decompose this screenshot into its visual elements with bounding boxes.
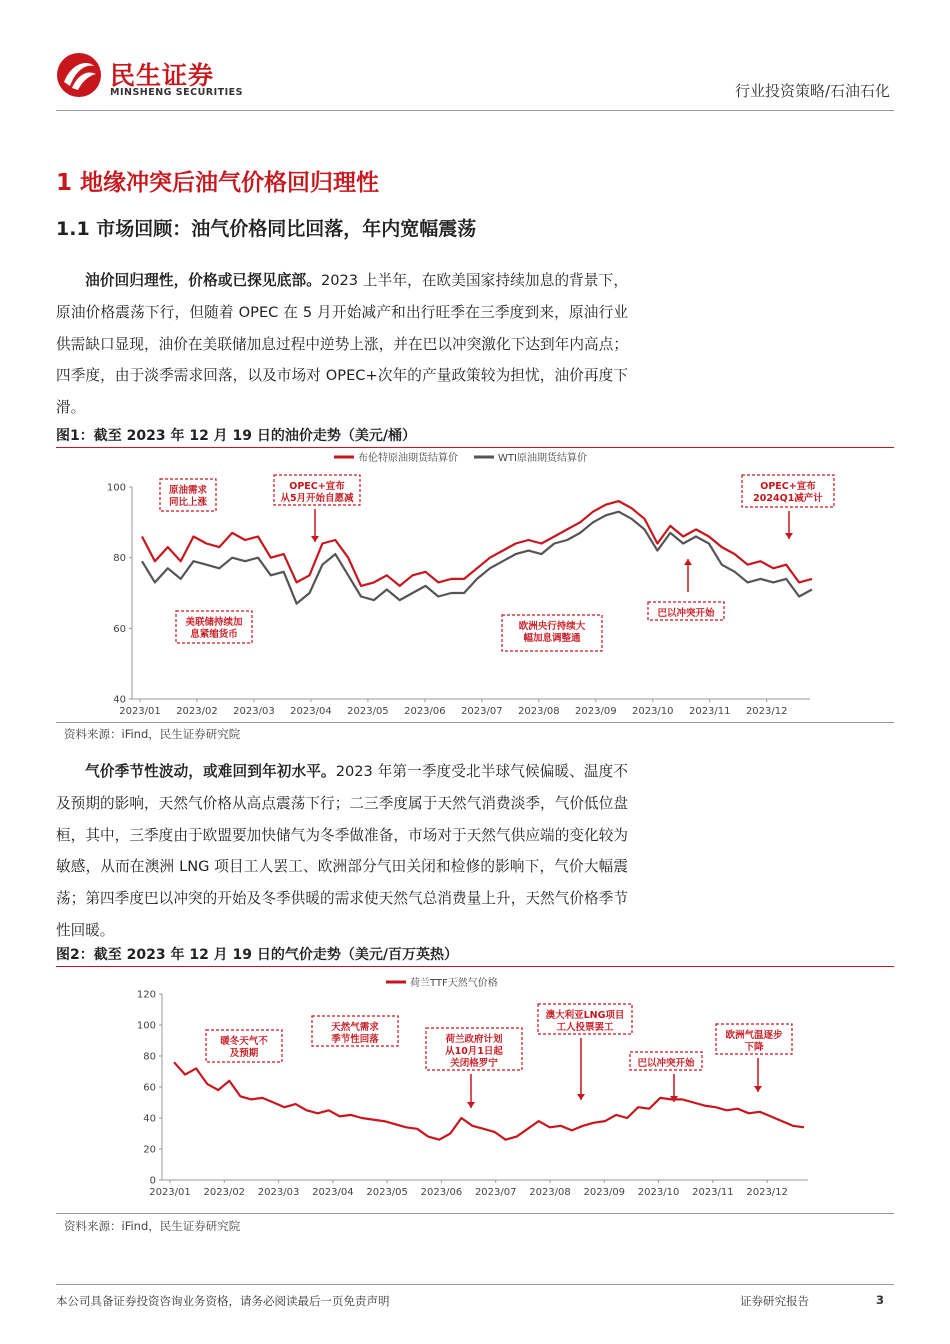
annotation-arrowhead: [311, 536, 319, 542]
annotation-text: OPEC+宣布: [289, 481, 345, 492]
y-tick-label: 100: [136, 1020, 156, 1032]
annotation-text: 天然气需求: [331, 1022, 379, 1033]
y-tick-label: 80: [143, 1051, 156, 1063]
x-tick-label: 2023/11: [688, 706, 731, 717]
x-tick-label: 2023/11: [692, 1187, 734, 1198]
x-tick-label: 2023/07: [474, 1187, 517, 1198]
legend-label: 布伦特原油期货结算价: [358, 453, 458, 464]
y-tick-label: 100: [106, 482, 126, 494]
footer-disclaimer: 本公司具备证券投资咨询业务资格，请务必阅读最后一页免责声明: [56, 1294, 390, 1308]
annotation-text: 季节性回落: [331, 1034, 379, 1045]
footer-divider: [56, 1284, 894, 1285]
header-divider: [56, 110, 894, 111]
logo-text-cn: 民生证券: [110, 61, 215, 90]
x-tick-label: 2023/05: [366, 1187, 408, 1198]
annotation-text: 从10月1日起: [445, 1046, 503, 1057]
x-tick-label: 2023/03: [233, 706, 275, 717]
subsection-heading: 1.1 市场回顾：油气价格同比回落，年内宽幅震荡: [56, 218, 477, 240]
gas-price-chart: [56, 968, 894, 1213]
x-tick-label: 2023/12: [745, 706, 788, 717]
annotation-text: 澳大利亚LNG项目: [545, 1010, 625, 1021]
figure-1-source: 资料来源：iFind，民生证券研究院: [64, 727, 241, 741]
annotation-text: 欧洲气温逐步: [725, 1030, 783, 1041]
annotation-arrowhead: [467, 1102, 475, 1108]
x-tick-label: 2023/01: [119, 706, 161, 717]
annotation-text: 美联储持续加: [185, 617, 243, 628]
paragraph-gas-body: 2023 年第一季度受北半球气候偏暖、温度不及预期的影响，天然气价格从高点震荡下行；二三季度属于天然气消费淡季，气价低位盘桓，其中，三季度由于欧盟要加快储气为冬季做准备，市场对于天然气供应端的变化较为敏感，从而在澳洲 LNG 项目工人罢工、欧洲部分气田关闭和检修的影响下，气价大幅震荡；第四季度巴以冲突的开始及冬季供暖的需求使天然气总消费量上升，天然气价格季节性回暖。: [56, 763, 628, 939]
annotation-arrowhead: [577, 1094, 585, 1100]
annotation-text: 从5月开始自愿减: [280, 493, 354, 504]
x-tick-label: 2023/09: [575, 706, 617, 717]
annotation-text: 巴以冲突开始: [657, 608, 715, 619]
figure-1-divider: [56, 722, 894, 723]
figure-2-title: 图2：截至 2023 年 12 月 19 日的气价走势（美元/百万英热）: [56, 944, 894, 967]
y-tick-label: 120: [136, 989, 156, 1001]
logo-text-en: MINSHENG SECURITIES: [110, 87, 243, 98]
paragraph-gas-lead: 气价季节性波动，或难回到年初水平。: [85, 763, 336, 780]
annotation-text: 关闭格罗宁: [450, 1058, 498, 1069]
section-heading: 1 地缘冲突后油气价格回归理性: [56, 170, 380, 196]
x-tick-label: 2023/01: [149, 1187, 191, 1198]
annotation-text: OPEC+宣布: [760, 481, 816, 492]
annotation-text: 荷兰政府计划: [445, 1034, 503, 1045]
x-tick-label: 2023/08: [518, 706, 560, 717]
annotation-text: 原油需求: [168, 485, 208, 496]
y-tick-label: 40: [113, 694, 126, 706]
series-line-0: [174, 1062, 804, 1140]
series-line-1: [142, 512, 812, 604]
legend-label: 荷兰TTF天然气价格: [410, 978, 498, 989]
annotation-text: 幅加息调整通: [523, 633, 581, 644]
y-tick-label: 60: [113, 623, 126, 635]
x-tick-label: 2023/05: [347, 706, 389, 717]
x-tick-label: 2023/04: [290, 706, 332, 717]
x-tick-label: 2023/10: [637, 1187, 680, 1198]
legend-label: WTI原油期货结算价: [498, 453, 587, 464]
annotation-text: 暖冬天气不: [220, 1036, 268, 1047]
x-tick-label: 2023/09: [583, 1187, 626, 1198]
annotation-text: 2024Q1减产计: [753, 493, 823, 504]
x-tick-label: 2023/02: [176, 706, 218, 717]
series-line-0: [142, 501, 812, 586]
x-tick-label: 2023/06: [420, 1187, 463, 1198]
paragraph-gas: [56, 756, 628, 947]
y-tick-label: 40: [143, 1113, 156, 1125]
footer-report-type: 证券研究报告: [740, 1294, 809, 1308]
annotation-text: 巴以冲突开始: [637, 1058, 695, 1069]
x-tick-label: 2023/07: [461, 706, 503, 717]
paragraph-oil-body: 2023 上半年，在欧美国家持续加息的背景下，原油价格震荡下行，但随着 OPEC 在 5 月开始减产和出行旺季在三季度到来，原油行业供需缺口显现，油价在美联储加息过程中逆势上涨，并在巴以冲突激化下达到年内高点；四季度，由于淡季需求回落，以及市场对 OPEC+次年的产量政策较为担忧，油价再度下滑。: [56, 272, 628, 417]
x-tick-label: 2023/12: [746, 1187, 788, 1198]
annotation-text: 欧洲央行持续大: [518, 621, 586, 632]
x-tick-label: 2023/03: [257, 1187, 300, 1198]
figure-2-source: 资料来源：iFind，民生证券研究院: [64, 1219, 241, 1233]
x-tick-label: 2023/10: [631, 706, 674, 717]
x-tick-label: 2023/06: [404, 706, 446, 717]
x-tick-label: 2023/02: [203, 1187, 246, 1198]
y-tick-label: 20: [143, 1144, 156, 1156]
annotation-text: 工人投票罢工: [556, 1022, 614, 1033]
annotation-text: 息紧缩货币: [190, 629, 238, 640]
annotation-text: 同比上涨: [168, 497, 208, 508]
annotation-text: 及预期: [229, 1048, 259, 1059]
x-tick-label: 2023/08: [529, 1187, 571, 1198]
figure-1-title: 图1：截至 2023 年 12 月 19 日的油价走势（美元/桶）: [56, 425, 894, 448]
report-category: 行业投资策略/石油石化: [734, 82, 890, 100]
annotation-arrowhead: [785, 533, 793, 539]
x-tick-label: 2023/04: [312, 1187, 354, 1198]
figure-2-divider: [56, 1213, 894, 1214]
paragraph-oil: [56, 265, 628, 424]
y-tick-label: 0: [149, 1175, 156, 1187]
paragraph-oil-lead: 油价回归理性，价格或已探见底部。: [85, 272, 321, 289]
annotation-arrowhead: [684, 559, 692, 565]
y-tick-label: 80: [113, 553, 126, 565]
annotation-text: 下降: [744, 1042, 764, 1053]
y-tick-label: 60: [143, 1082, 156, 1094]
oil-price-chart: [56, 447, 894, 722]
minsheng-logo-icon: [56, 52, 102, 98]
annotation-arrowhead: [754, 1086, 762, 1092]
page-number: 3: [876, 1293, 885, 1307]
